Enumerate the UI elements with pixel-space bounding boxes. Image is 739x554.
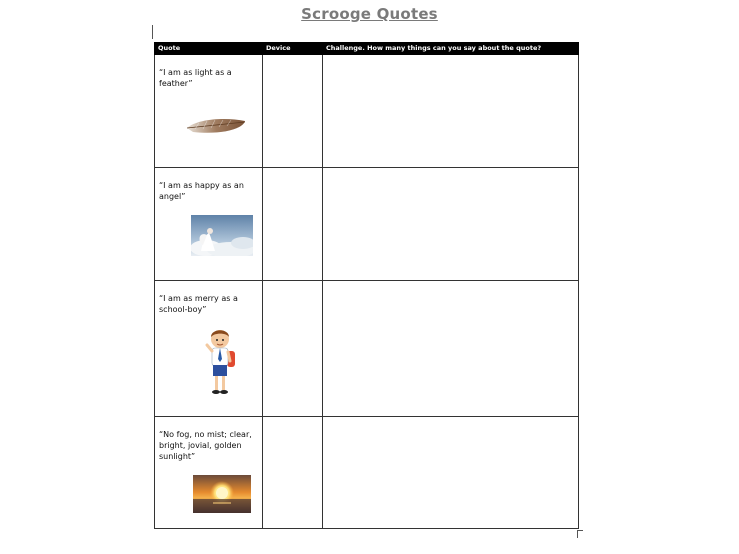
feather-icon <box>185 115 247 137</box>
device-cell[interactable] <box>263 281 323 417</box>
device-cell[interactable] <box>263 55 323 168</box>
table-row <box>155 55 579 168</box>
quote-cell <box>155 281 263 417</box>
device-cell[interactable] <box>263 168 323 281</box>
header-device: Device <box>263 43 323 55</box>
table-row <box>155 281 579 417</box>
page-corner-mark-bottom <box>577 530 583 531</box>
sunset-icon <box>193 475 251 513</box>
challenge-cell[interactable] <box>323 281 579 417</box>
quote-cell <box>155 55 263 168</box>
table-header-row <box>155 43 579 55</box>
table-row <box>155 168 579 281</box>
header-challenge: Challenge. How many things can you say about the quote? <box>323 43 579 55</box>
angel-icon <box>191 215 253 256</box>
quote-text: “I am as happy as an angel” <box>159 181 244 201</box>
quotes-table <box>154 42 579 529</box>
quote-text: “No fog, no mist; clear, bright, jovial, golden sunlight” <box>159 430 252 461</box>
challenge-cell[interactable] <box>323 417 579 529</box>
device-cell[interactable] <box>263 417 323 529</box>
quote-text: “I am as merry as a school-boy” <box>159 294 238 314</box>
document-title: Scrooge Quotes <box>301 5 438 23</box>
schoolboy-icon <box>203 325 239 397</box>
table-row <box>155 417 579 529</box>
header-quote: Quote <box>155 43 263 55</box>
quote-cell <box>155 168 263 281</box>
challenge-cell[interactable] <box>323 55 579 168</box>
quote-cell <box>155 417 263 529</box>
quote-text: “I am as light as a feather” <box>159 68 232 88</box>
page-corner-mark-top <box>152 25 153 39</box>
challenge-cell[interactable] <box>323 168 579 281</box>
